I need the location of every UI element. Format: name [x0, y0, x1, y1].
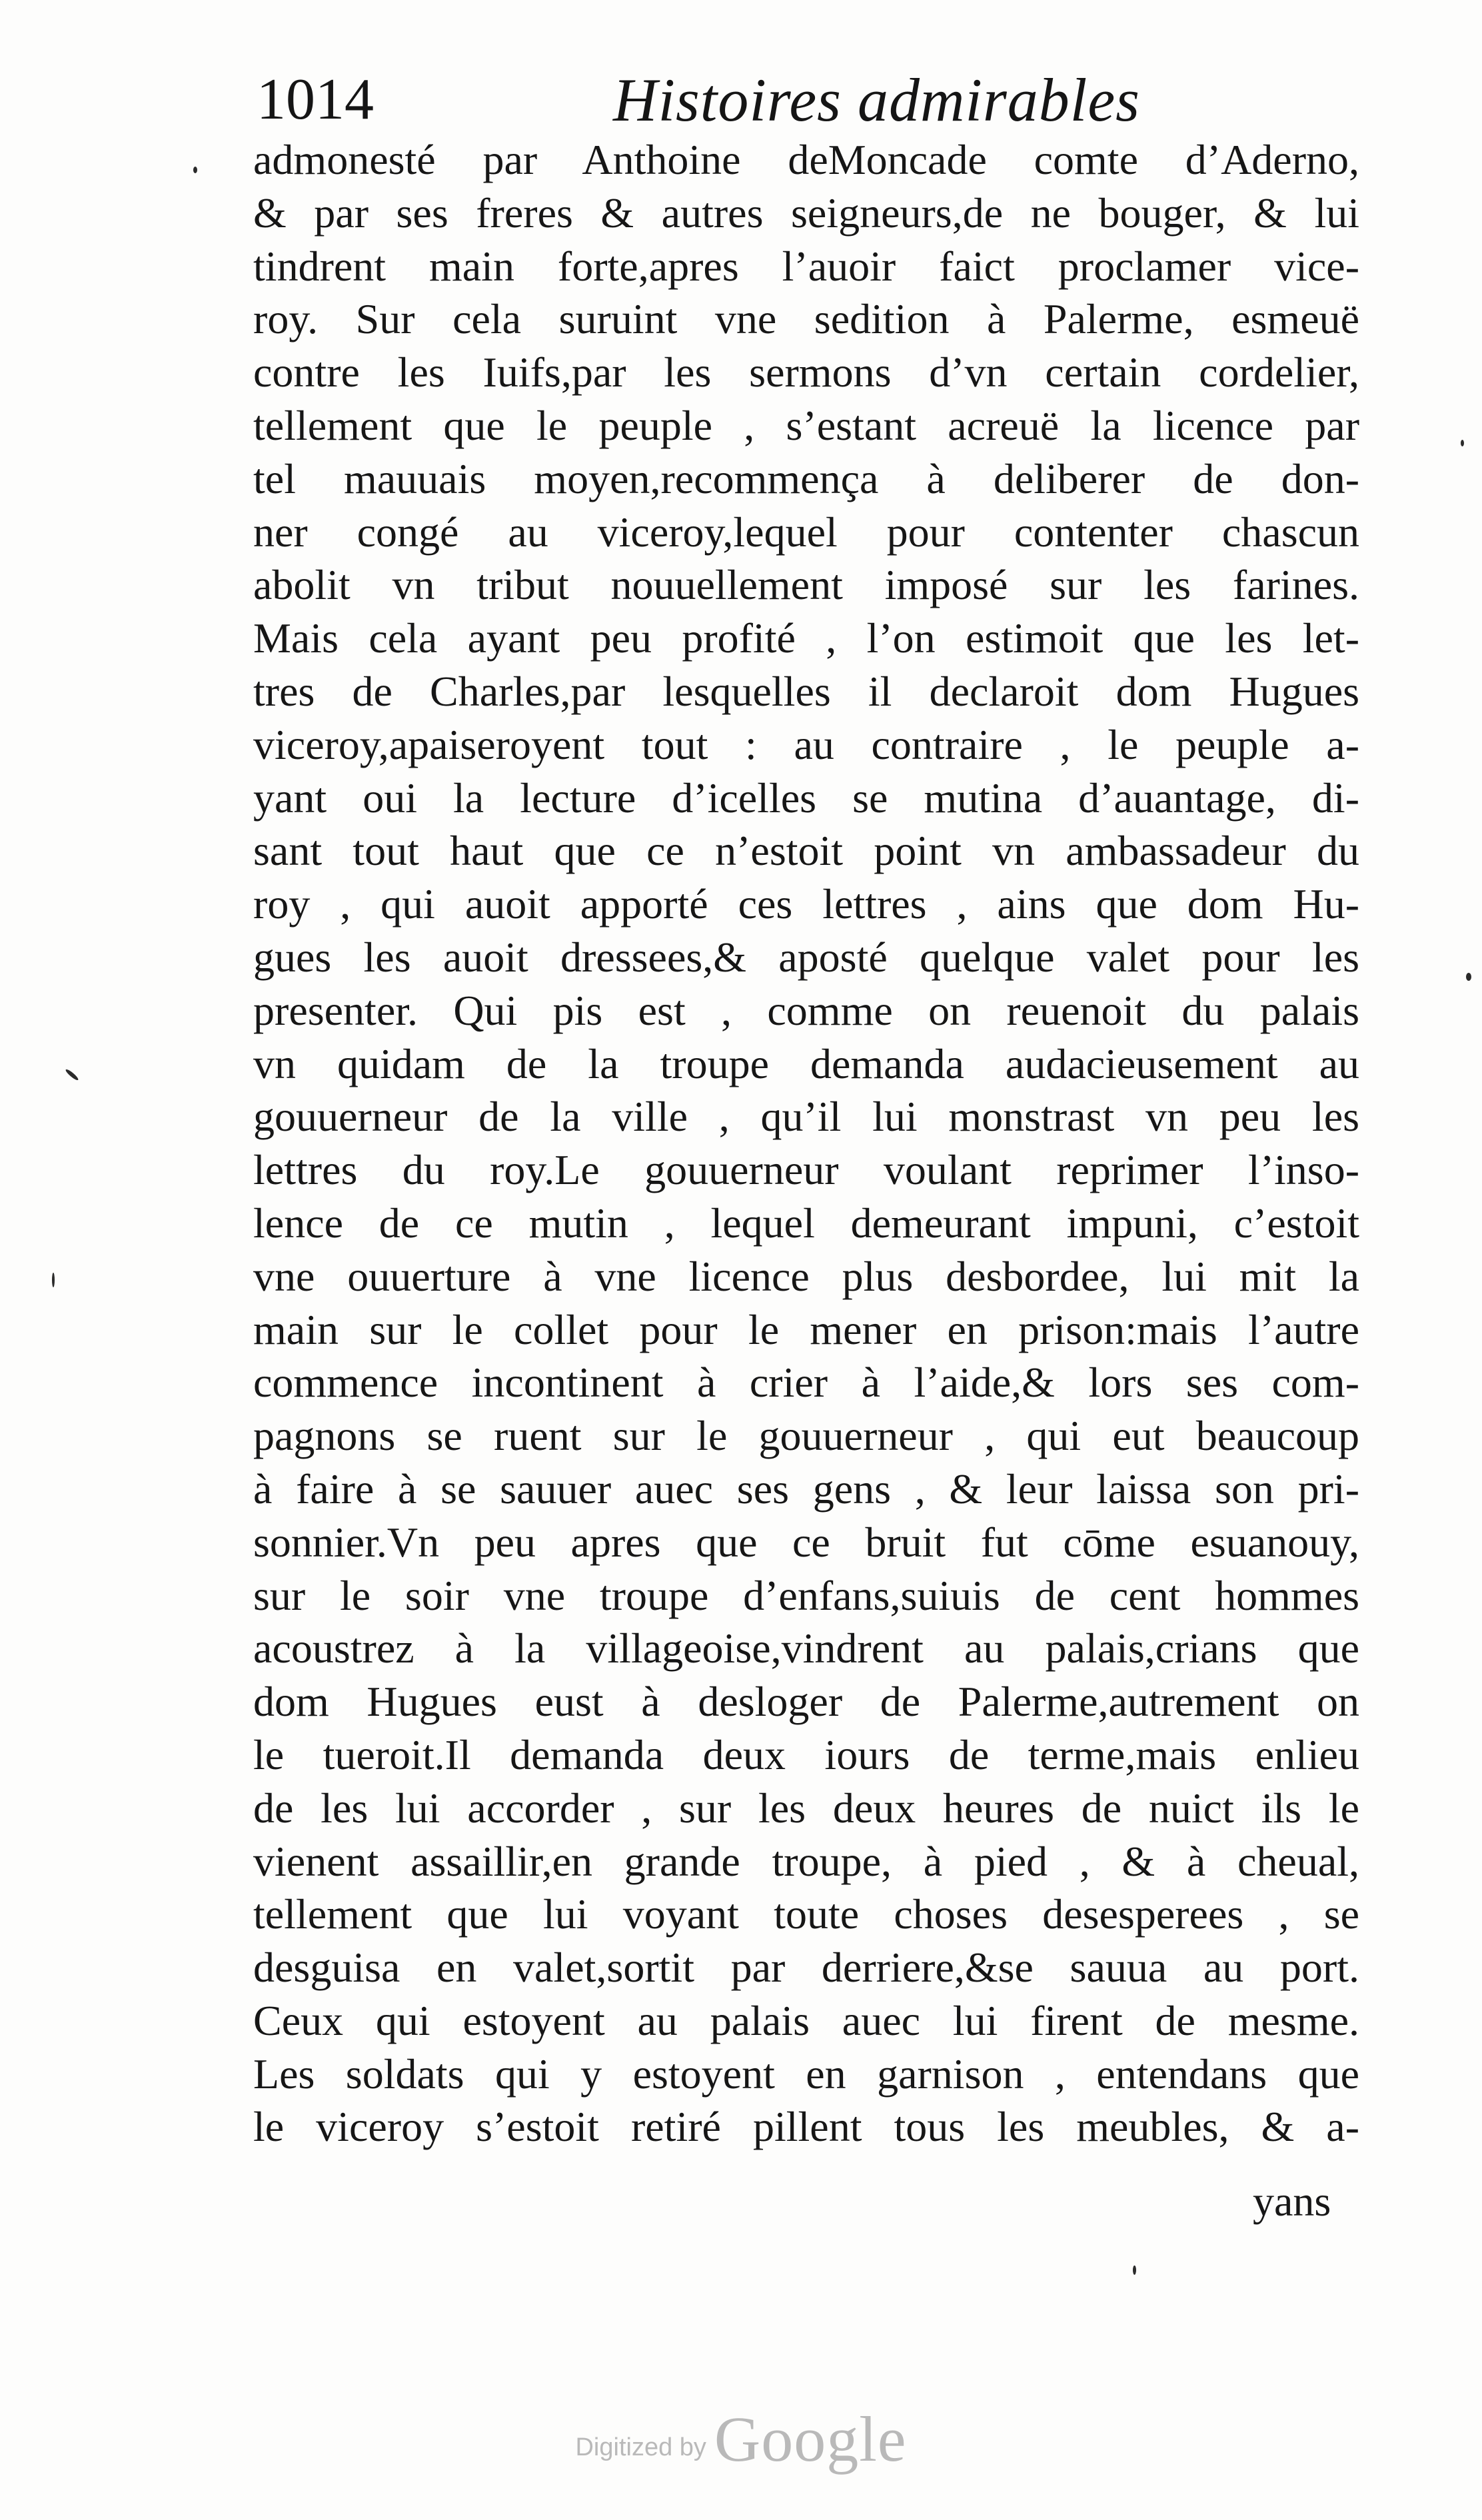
text-line: abolit vn tribut nouuellement imposé sur les farines.	[253, 561, 1359, 609]
text-line: presenter. Qui pis est , comme on reuenoit du palais	[253, 986, 1359, 1034]
text-line: lettres du roy.Le gouuerneur voulant reprimer l’inso-	[253, 1146, 1359, 1194]
text-line: admonesté par Anthoine deMoncade comte d’Aderno,	[253, 136, 1359, 183]
body-text	[253, 133, 1359, 2154]
text-line: commence incontinent à crier à l’aide,& lors ses com-	[253, 1359, 1359, 1407]
text-line: Ceux qui estoyent au palais auec lui firent de mesme.	[253, 1996, 1359, 2044]
text-line: sonnier.Vn peu apres que ce bruit fut cōme esuanouy,	[253, 1518, 1359, 1566]
ink-speck	[1461, 440, 1464, 446]
text-line: tindrent main forte,apres l’auoir faict proclamer vice-	[253, 242, 1359, 290]
text-line: contre les Iuifs,par les sermons d’vn certain cordelier,	[253, 348, 1359, 396]
text-line: le tueroit.Il demanda deux iours de terme,mais enlieu	[253, 1730, 1359, 1778]
text-line: à faire à se sauuer auec ses gens , & leur laissa son pri-	[253, 1465, 1359, 1513]
ink-speck	[1466, 973, 1471, 981]
ink-speck	[193, 167, 197, 173]
text-line: lence de ce mutin , lequel demeurant impuni, c’estoit	[253, 1199, 1359, 1247]
running-title: Histoires admirables	[613, 66, 1140, 134]
text-line: roy. Sur cela suruint vne sedition à Palerme, esmeuë	[253, 295, 1359, 343]
text-line: le viceroy s’estoit retiré pillent tous les meubles, & a-	[253, 2103, 1359, 2151]
text-line: pagnons se ruent sur le gouuerneur , qui eut beaucoup	[253, 1412, 1359, 1460]
text-line: vienent assaillir,en grande troupe, à pied , & à cheual,	[253, 1837, 1359, 1885]
text-line: roy , qui auoit apporté ces lettres , ains que dom Hu-	[253, 880, 1359, 928]
text-line: gouuerneur de la ville , qu’il lui monstrast vn peu les	[253, 1093, 1359, 1141]
page-number: 1014	[257, 67, 374, 132]
text-line: yant oui la lecture d’icelles se mutina d’auantage, di-	[253, 774, 1359, 822]
text-line: desguisa en valet,sortit par derriere,&se sauua au port.	[253, 1944, 1359, 1992]
text-line: viceroy,apaiseroyent tout : au contraire , le peuple a-	[253, 720, 1359, 768]
digitized-label: Digitized by	[575, 2433, 706, 2461]
text-line: sur le soir vne troupe d’enfans,suiuis de cent hommes	[253, 1571, 1359, 1619]
ink-speck	[65, 1068, 79, 1081]
text-line: de les lui accorder , sur les deux heures de nuict ils le	[253, 1784, 1359, 1832]
ink-speck	[52, 1273, 55, 1287]
text-line: Les soldats qui y estoyent en garnison , entendans que	[253, 2050, 1359, 2098]
digitized-watermark	[0, 2402, 1482, 2476]
text-line: tellement que lui voyant toute choses desesperees , se	[253, 1890, 1359, 1938]
text-line: sant tout haut que ce n’estoit point vn ambassadeur du	[253, 827, 1359, 875]
text-line: acoustrez à la villageoise,vindrent au palais,crians que	[253, 1624, 1359, 1672]
text-line: dom Hugues eust à desloger de Palerme,autrement on	[253, 1678, 1359, 1726]
text-line: ner congé au viceroy,lequel pour contenter chascun	[253, 508, 1359, 556]
text-line: tres de Charles,par lesquelles il declaroit dom Hugues	[253, 667, 1359, 715]
google-logo-text: Google	[714, 2403, 907, 2475]
text-line: main sur le collet pour le mener en prison:mais l’autre	[253, 1305, 1359, 1353]
text-line: Mais cela ayant peu profité , l’on estimoit que les let-	[253, 614, 1359, 662]
catchword: yans	[1253, 2178, 1331, 2225]
ink-speck	[1133, 2265, 1136, 2275]
text-line: vne ouuerture à vne licence plus desbordee, lui mit la	[253, 1252, 1359, 1300]
running-head	[257, 63, 1366, 137]
text-line: tellement que le peuple , s’estant acreuë la licence par	[253, 401, 1359, 449]
text-line: gues les auoit dressees,& aposté quelque valet pour les	[253, 933, 1359, 981]
text-line: & par ses freres & autres seigneurs,de ne bouger, & lui	[253, 189, 1359, 237]
text-line: vn quidam de la troupe demanda audacieusement au	[253, 1039, 1359, 1087]
text-line: tel mauuais moyen,recommença à deliberer de don-	[253, 454, 1359, 502]
